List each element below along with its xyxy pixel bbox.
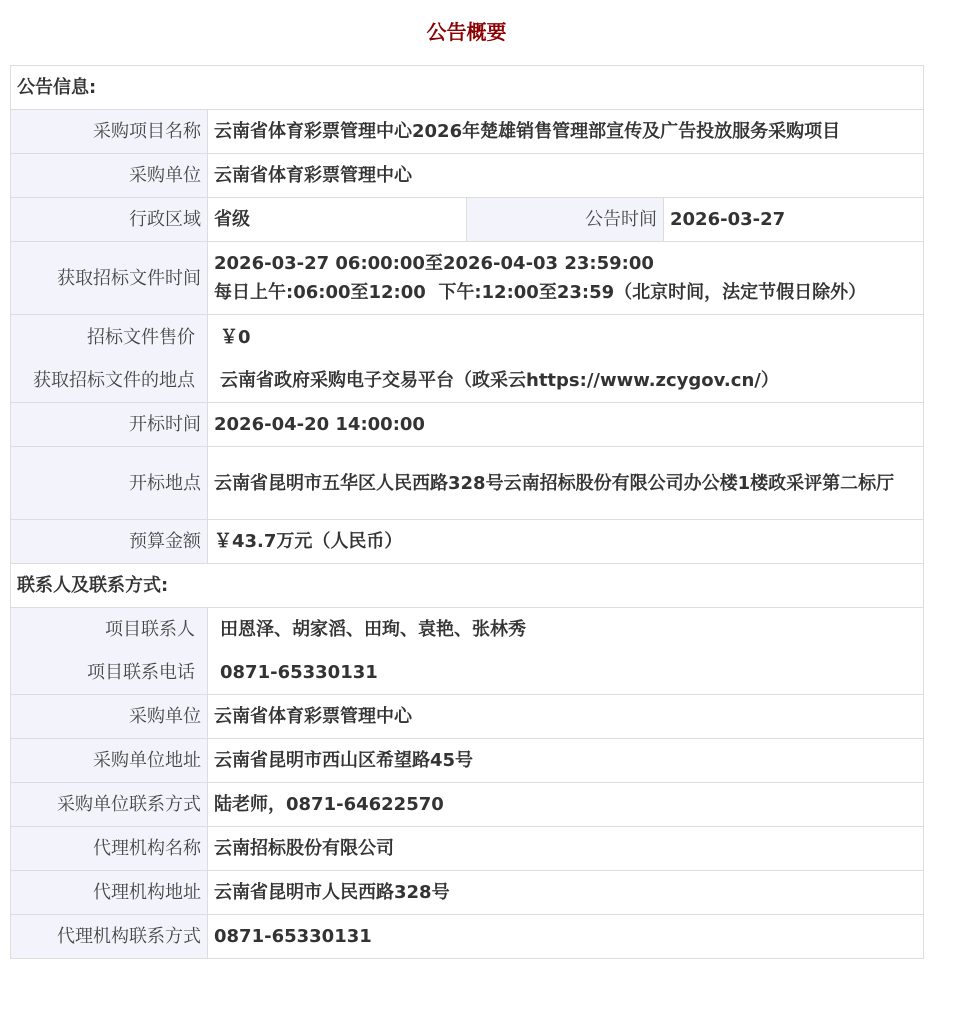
label-stack-contact [11,608,208,695]
value-doc-price: ￥0 [220,326,251,348]
section-row-contact [11,564,924,608]
label-project-name: 采购项目名称 [11,110,208,154]
label-project-contact: 项目联系人 [105,619,195,640]
label-purchaser-address: 采购单位地址 [11,739,208,783]
value-announce-time: 2026-03-27 [664,198,924,242]
section-heading-contact: 联系人及联系方式: [11,564,924,608]
row-purchaser [11,154,924,198]
label-doc-price: 招标文件售价 [87,326,195,348]
row-region [11,198,924,242]
value-open-time: 2026-04-20 14:00:00 [208,403,924,447]
row-purchaser-address [11,739,924,783]
label-budget: 预算金额 [11,520,208,564]
value-project-contact: 田恩泽、胡家滔、田珣、袁艳、张林秀 [220,619,526,640]
label-doc-place: 获取招标文件的地点 [33,369,195,391]
row-project-name [11,110,924,154]
value-project-phone: 0871-65330131 [220,662,378,683]
value-purchaser-contact: 陆老师，0871-64622570 [208,783,924,827]
value-purchaser: 云南省体育彩票管理中心 [208,154,924,198]
row-doc-time [11,242,924,315]
row-purchaser-contact [11,783,924,827]
value-stack-doc [208,315,924,403]
page-title: 公告概要 [426,20,507,44]
label-project-phone: 项目联系电话 [87,662,195,683]
announcement-summary-table [10,65,924,959]
label-purchaser: 采购单位 [11,154,208,198]
value-stack-contact [208,608,924,695]
label-contact-purchaser: 采购单位 [11,695,208,739]
value-agency-contact: 0871-65330131 [208,915,924,959]
section-row-info [11,66,924,110]
label-purchaser-contact: 采购单位联系方式 [11,783,208,827]
value-doc-time [208,242,924,315]
label-doc-time: 获取招标文件时间 [11,242,208,315]
value-region: 省级 [208,198,467,242]
label-agency-address: 代理机构地址 [11,871,208,915]
row-open-time [11,403,924,447]
value-agency-name: 云南招标股份有限公司 [208,827,924,871]
value-contact-purchaser: 云南省体育彩票管理中心 [208,695,924,739]
value-purchaser-address: 云南省昆明市西山区希望路45号 [208,739,924,783]
label-agency-contact: 代理机构联系方式 [11,915,208,959]
row-agency-contact [11,915,924,959]
label-open-time: 开标时间 [11,403,208,447]
section-heading-info: 公告信息: [11,66,924,110]
value-doc-place: 云南省政府采购电子交易平台（政采云https://www.zcygov.cn/） [220,369,779,391]
value-project-name: 云南省体育彩票管理中心2026年楚雄销售管理部宣传及广告投放服务采购项目 [208,110,924,154]
row-open-place [11,447,924,520]
value-open-place: 云南省昆明市五华区人民西路328号云南招标股份有限公司办公楼1楼政采评第二标厅 [208,447,924,520]
label-announce-time: 公告时间 [467,198,664,242]
value-agency-address: 云南省昆明市人民西路328号 [208,871,924,915]
row-budget [11,520,924,564]
row-agency-address [11,871,924,915]
label-open-place: 开标地点 [11,447,208,520]
row-agency-name [11,827,924,871]
label-region: 行政区域 [11,198,208,242]
label-stack-doc [11,315,208,403]
row-contact-purchaser [11,695,924,739]
row-project-contact [11,608,924,695]
doc-time-daily-hours: 每日上午:06:00至12:00 下午:12:00至23:59（北京时间，法定节假日除外） [214,282,867,303]
row-doc-price-place [11,315,924,403]
label-agency-name: 代理机构名称 [11,827,208,871]
doc-time-range: 2026-03-27 06:00:00至2026-04-03 23:59:00 [214,253,654,274]
value-budget: ￥43.7万元（人民币） [208,520,924,564]
